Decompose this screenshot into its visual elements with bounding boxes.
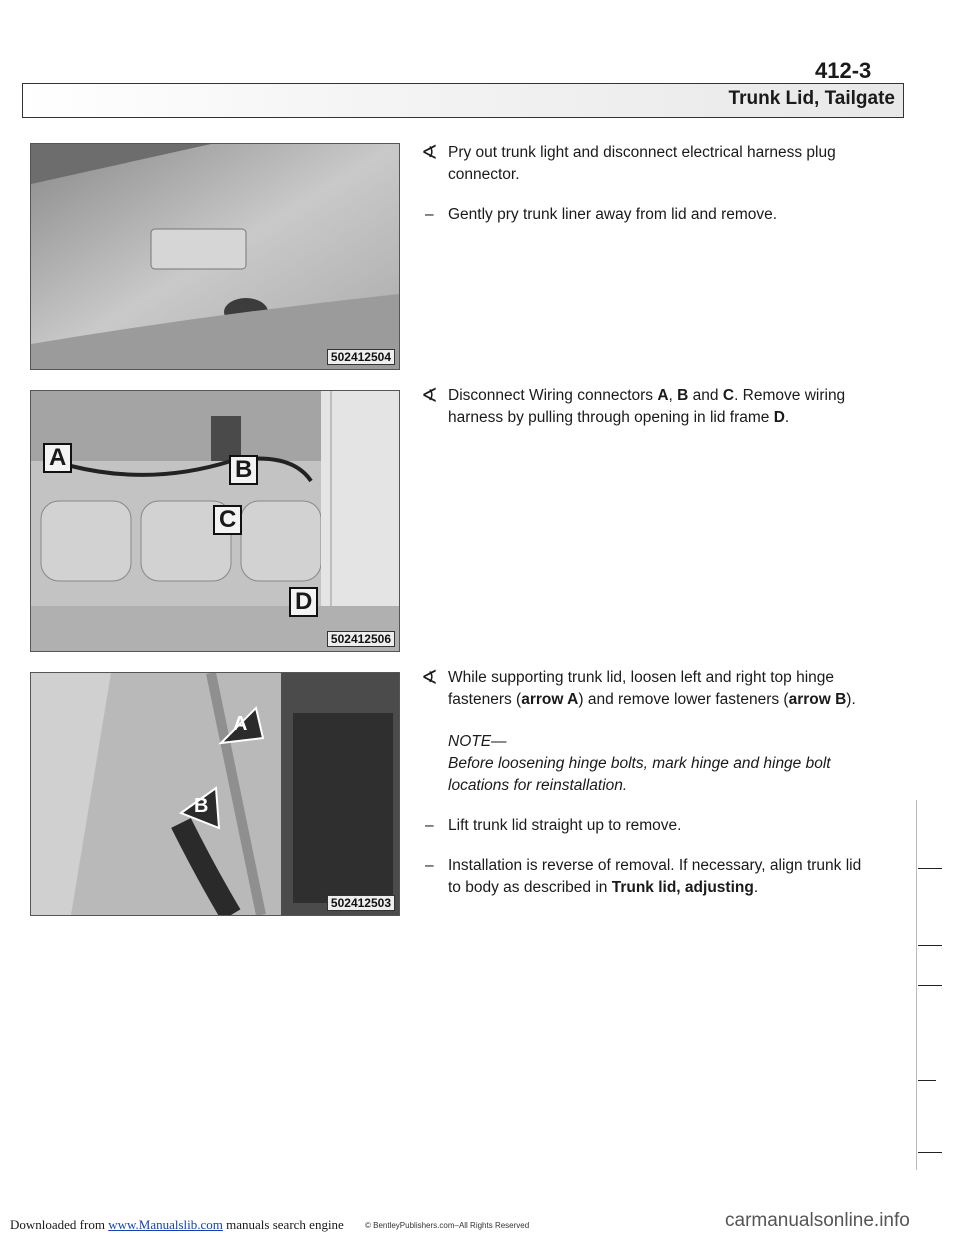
- page-number: 412-3: [815, 58, 872, 83]
- callout-b: B: [229, 455, 258, 485]
- footer-download-note: [10, 1217, 344, 1233]
- steps-block-2: [421, 385, 865, 429]
- step-text: .: [784, 409, 790, 426]
- trunk-light-image: [31, 144, 399, 369]
- photo-hinge-fasteners: [30, 672, 400, 916]
- step-text: Installation is reverse of removal. If necessary, align trunk lid to body as described in: [448, 857, 862, 896]
- photo-code: 502412506: [327, 631, 395, 647]
- section-title: Trunk Lid, Tailgate: [728, 88, 895, 109]
- step-text: and: [688, 387, 723, 404]
- ref-b: B: [677, 387, 689, 404]
- arrow-left-icon: ∢: [421, 385, 438, 407]
- section-header-bar: [22, 83, 904, 118]
- ref-a: A: [657, 387, 669, 404]
- footer-text: manuals search engine: [222, 1217, 344, 1232]
- dash-bullet: –: [425, 817, 434, 834]
- dash-bullet: –: [425, 857, 434, 874]
- margin-mark: [918, 868, 942, 869]
- photo-trunk-light: [30, 143, 400, 370]
- footer-copyright: © BentleyPublishers.com–All Rights Reserved: [365, 1221, 530, 1230]
- step-text: .: [753, 879, 759, 896]
- step-text: Disconnect Wiring connectors: [448, 387, 658, 404]
- step-lift-lid: [425, 815, 865, 837]
- callout-a: A: [43, 443, 72, 473]
- note-body: Before loosening hinge bolts, mark hinge and hinge bolt locations for reinstallation.: [448, 755, 831, 794]
- margin-mark: [918, 1080, 936, 1081]
- step-text: Gently pry trunk liner away from lid and remove.: [448, 206, 778, 223]
- callout-c: C: [213, 505, 242, 535]
- arrow-left-icon: ∢: [421, 667, 438, 689]
- ref-d: D: [773, 409, 785, 426]
- step-text: Lift trunk lid straight up to remove.: [448, 817, 682, 834]
- note-heading: NOTE—: [448, 733, 507, 750]
- manualslib-link[interactable]: www.Manualslib.com: [108, 1217, 223, 1232]
- steps-block-3: [421, 667, 865, 899]
- cross-reference: Trunk lid, adjusting: [611, 879, 754, 896]
- step-pry-light: [421, 142, 865, 186]
- photo-wiring-connectors: [30, 390, 400, 652]
- ref-arrow-b: arrow B: [788, 691, 847, 708]
- callout-d: D: [289, 587, 318, 617]
- step-text: While supporting trunk lid, loosen left and right top hinge fasteners (: [448, 669, 835, 708]
- step-text: ).: [846, 691, 856, 708]
- step-installation: [425, 855, 865, 899]
- arrow-a-label: A: [233, 713, 248, 735]
- footer-text: Downloaded from: [10, 1217, 109, 1232]
- hinge-fasteners-image: [31, 673, 399, 915]
- photo-code: 502412504: [327, 349, 395, 365]
- footer-site-name: carmanualsonline.info: [725, 1210, 910, 1231]
- margin-mark: [918, 945, 942, 946]
- photo-code: 502412503: [327, 895, 395, 911]
- step-text: ) and remove lower fasteners (: [578, 691, 789, 708]
- margin-rule: [916, 800, 917, 1170]
- dash-bullet: –: [425, 206, 434, 223]
- arrow-b-label: B: [194, 795, 209, 817]
- margin-mark: [918, 985, 942, 986]
- step-text: Pry out trunk light and disconnect electrical harness plug connector.: [448, 144, 836, 183]
- step-pry-liner: [425, 204, 865, 226]
- ref-arrow-a: arrow A: [521, 691, 579, 708]
- ref-c: C: [722, 387, 735, 404]
- step-disconnect-wiring: [421, 385, 865, 429]
- margin-mark: [918, 1152, 942, 1153]
- steps-block-1: [421, 142, 865, 226]
- arrow-left-icon: ∢: [421, 142, 438, 164]
- step-text: ,: [668, 387, 678, 404]
- step-text: . Remove wiring harness by pulling through opening in lid frame: [448, 387, 846, 426]
- step-loosen-hinge: [421, 667, 865, 711]
